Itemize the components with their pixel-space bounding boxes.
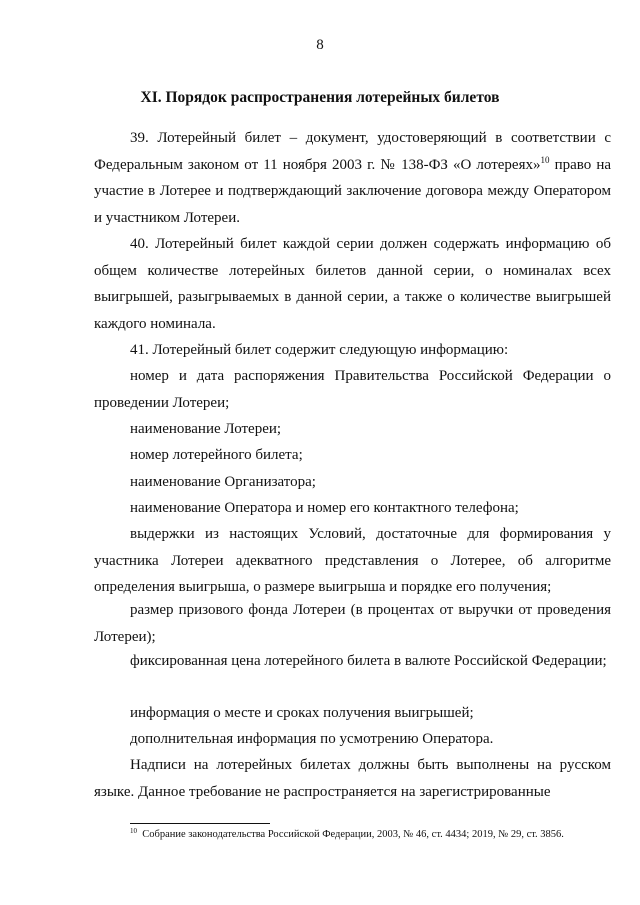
paragraph-41: 41. Лотерейный билет содержит следующую информацию: bbox=[130, 342, 509, 358]
list-item: дополнительная информация по усмотрению Оператора. bbox=[130, 731, 494, 747]
paragraph-final: Надписи на лотерейных билетах должны быть выполнены на русском языке. Данное требование не распространяется на зарегистрированные bbox=[94, 757, 611, 800]
section-heading: XI. Порядок распространения лотерейных билетов bbox=[140, 89, 500, 106]
page-number: 8 bbox=[316, 37, 324, 53]
list-item: выдержки из настоящих Условий, достаточные для формирования у участника Лотереи адекватного представления о Лотерее, об алгоритме определения выигрыша, о размере выигрыша и порядке его получения; bbox=[94, 526, 611, 595]
footnote-number: 10 bbox=[130, 827, 137, 835]
list-item: наименование Организатора; bbox=[130, 474, 316, 490]
list-item: наименование Лотереи; bbox=[130, 421, 282, 437]
footnote-reference: 10 bbox=[540, 154, 550, 165]
paragraph-40: 40. Лотерейный билет каждой серии должен содержать информацию об общем количестве лотерейных билетов данной серии, о номиналах всех выигрышей, разыгрываемых в данной серии, а также о количестве выигрышей каждого номинала. bbox=[94, 236, 611, 332]
footnote-text: Собрание законодательства Российской Федерации, 2003, № 46, ст. 4434; 2019, № 29, ст. 3856. bbox=[142, 829, 564, 840]
paragraph-39-text-after: право на участие в Лотерее и подтверждающий заключение договора между Оператором и участником Лотереи. bbox=[94, 156, 612, 226]
list-item: фиксированная цена лотерейного билета в валюте Российской Федерации; bbox=[130, 653, 607, 669]
paragraph-39-text-before: 39. Лотерейный билет – документ, удостоверяющий в соответствии с Федеральным законом от 11 ноября 2003 г. № 138-ФЗ «О лотереях» bbox=[94, 130, 611, 173]
list-item: номер лотерейного билета; bbox=[130, 447, 303, 463]
paragraph-39 bbox=[94, 125, 611, 231]
footnote bbox=[130, 828, 610, 842]
list-item: наименование Оператора и номер его контактного телефона; bbox=[130, 500, 519, 516]
list-item: информация о месте и сроках получения выигрышей; bbox=[130, 705, 474, 721]
list-item: размер призового фонда Лотереи (в процентах от выручки от проведения Лотереи); bbox=[94, 602, 611, 645]
footnote-divider bbox=[130, 823, 270, 824]
list-item: номер и дата распоряжения Правительства Российской Федерации о проведении Лотереи; bbox=[94, 368, 611, 411]
